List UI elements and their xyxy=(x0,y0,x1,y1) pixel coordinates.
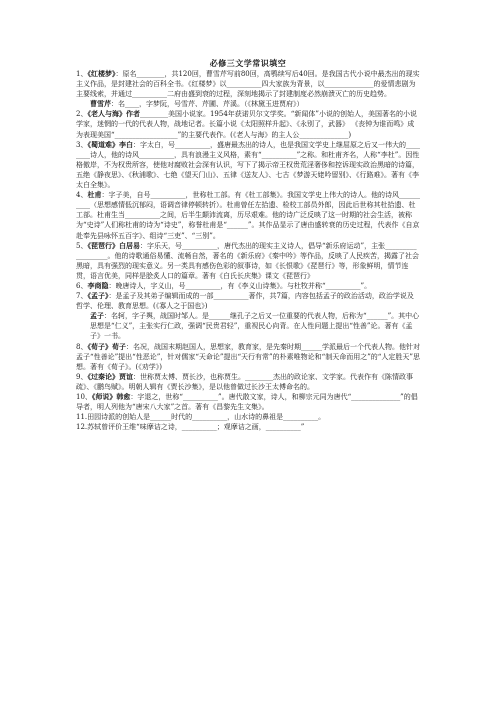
item-text: ：晚唐诗人，字义山，号__________，有《李义山诗集》。与杜牧并称“__________”。 xyxy=(108,281,372,290)
item-number: 1、 xyxy=(76,70,88,78)
item-7-author xyxy=(76,311,420,341)
document-body xyxy=(76,69,420,432)
item-number: 6、 xyxy=(76,281,88,290)
item-10 xyxy=(76,392,420,412)
item-text: 苏轼曾评价王维“味摩诘之诗，__________；观摩诘之画，__________” xyxy=(87,423,305,432)
item-text: ：是孟子及其弟子编辑而成的一部__________著作，共7篇，内容包括孟子的政治活动，政治学说及哲学、伦理、教育思想。(《寡人之于国也》) xyxy=(76,292,414,311)
item-text: ：原名________，共120回，曹雪芹写前80回，高鹗续写后40回。是我国古代小说中最杰出的现实主义作品，是封建社会的百科全书。《红楼梦》以__________四大家族为背景，以______________的爱情悲剧为主要线索，并通过__________二府由盛到衰的过程，深刻地揭示了封建制度必然崩溃灭亡的历史趋势。 xyxy=(76,70,420,99)
item-text: ：字乐天，号__________，唐代杰出的现实主义诗人，倡导“新乐府运动”，主张__________________。他的诗歌通俗易懂、流畅自然，著名的《新乐府》《秦中吟》等作品，反映了人民疾苦，揭露了社会黑暗，具有强烈的现实意义。另一类具有感伤色彩的叙事诗，如《长恨歌》《琵琶行》等，形象鲜明，情节连贯，语言优美，同样是脍炙人口的篇章。著有《白氏长庆集》课文《琵琶行》 xyxy=(76,241,419,280)
item-5 xyxy=(76,241,420,281)
item-text: ________美国小说家。1954年获诺贝尔文学奖。“新闻体”小说的创始人，美国著名的小说学家，迷惘的一代的代表人物，战地记者。长篇小说《太阳照样升起》、《永别了，武器》 《丧钟为谁而鸣》成为表现美国“__________________”的主要代表作。(《老人与海》的主人公______________) xyxy=(76,110,417,139)
item-number: 10、 xyxy=(76,393,92,401)
item-11 xyxy=(76,412,420,422)
item-number: 9、 xyxy=(76,372,88,381)
item-number: 3、 xyxy=(76,140,88,149)
item-8 xyxy=(76,342,420,372)
item-1-author xyxy=(76,99,420,109)
item-number: 2、 xyxy=(76,110,88,119)
item-text: ：字退之，世称“__________”。唐代散文家，诗人，和柳宗元同为唐代“______________”的倡导者，明人列他为“唐宋八大家”之首。著有《昌黎先生文集》。 xyxy=(76,393,418,412)
item-2 xyxy=(76,109,420,139)
item-12 xyxy=(76,422,420,432)
item-text: ：名轲，字子舆，战国时邹人。是______继孔子之后又一位重要的代表人物，后称为“______”。其中心思想是“仁义”，主张实行仁政，强调“民贵君轻”，重视民心向背。在人性问题上提出“性善”论。著有《孟子》一书。 xyxy=(90,312,420,341)
item-text: ：名____，字梦阮，号雪芹、芹圃、芹溪。（《林黛玉进贾府》） xyxy=(111,100,304,109)
item-heading: 孟子 xyxy=(90,311,104,321)
item-heading: 《琵琶行》白居易 xyxy=(87,240,140,250)
item-number: 4、 xyxy=(76,191,88,200)
item-number: 5、 xyxy=(76,241,88,250)
item-4 xyxy=(76,190,420,240)
item-text: ：世称贾太傅、贾长沙，也称贾生。________杰出的政论家、文学家。代表作有《陈情政事疏》、《鹏鸟赋》。明朝人辑有《贾长沙集》，是以他曾做过长沙王太傅命名的。 xyxy=(76,372,413,391)
item-heading: 《荀子》荀子 xyxy=(87,341,126,351)
item-heading: 《红楼梦》 xyxy=(87,69,116,78)
item-heading: 《老人与海》作者 xyxy=(87,109,140,119)
item-7 xyxy=(76,291,420,311)
item-number: 11. xyxy=(76,413,88,422)
item-heading: 《孟子》 xyxy=(87,291,109,301)
item-text: 田园诗派的创始人是______时代的__________，山水诗的鼻祖是__________。 xyxy=(87,413,326,422)
item-3 xyxy=(76,140,420,190)
item-heading: 曹雪芹 xyxy=(90,99,111,109)
item-number: 12. xyxy=(76,423,88,432)
item-number: 8、 xyxy=(76,342,88,351)
item-1 xyxy=(76,69,420,99)
item-9 xyxy=(76,372,420,392)
item-number: 7、 xyxy=(76,292,88,301)
item-heading: 李商隐 xyxy=(87,280,109,290)
item-text: ：字子美，自号__________，世称杜工部。有《杜工部集》。我国文学史上伟大的诗人。他的诗风__________（思想感情低沉郁闷，语调音律停顿转折）。杜甫曾任左拾遗、检校工部员外郎，因此后世称其杜拾遗、杜工部。杜甫生当__________之间，后半生颠沛流离，历尽艰难。他的诗广泛反映了这一时期的社会生活，被称为“史诗”人们称杜甫的诗为“诗史”，称誉杜甫是“______”。其作品显示了唐由盛转衰的历史过程，代表作《自京赴奉先县咏怀五百字》、组诗“三吏”、“三别”。 xyxy=(76,191,420,240)
page-title: 必修三文学常识填空 xyxy=(209,58,287,68)
item-text: ：字太白，号__________，盛唐最杰出的诗人，也是我国文学史上继屈原之后又一伟大的________诗人，他的诗风__________，具有浪漫主义风格，素有“__________”之称。和杜甫齐名，人称“李杜”。因性格傲岸，不为权贵所容，使他对腐败社会深有认识，写下了揭示帝王权贵荒淫奢侈和控诉现实政治黑暗的诗篇，五绝《静夜思》、《秋浦歌》、七绝《望天门山》、五律《送友人》、七古《梦游天姥吟留别》、《行路难》。著有《李太白全集》。 xyxy=(76,140,420,190)
item-heading: 《蜀道难》李白 xyxy=(87,139,133,149)
item-text: ：名况，战国末期赵国人，思想家，教育家，是先秦时期______学派最后一个代表人物。他针对孟子“性善论”提出“性恶论”，针对儒家“天命论”提出“天行有常”的朴素唯物论和“制天命而用之”的“人定胜天”思想。著有《荀子》。(《劝学》) xyxy=(76,342,420,371)
item-heading: 杜甫 xyxy=(87,190,102,200)
item-heading: 《过秦论》贾谊 xyxy=(87,371,133,381)
item-6 xyxy=(76,281,420,291)
item-heading: 《师说》韩愈 xyxy=(91,392,131,401)
